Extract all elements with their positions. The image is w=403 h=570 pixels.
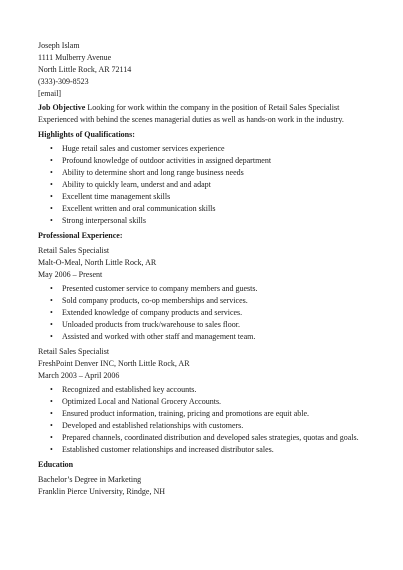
list-item: • Ensured product information, training, pricing and promotions are equit able. [50,409,310,418]
list-item: • Ability to determine short and long range business needs [50,168,244,177]
bullet-icon: • [50,296,53,305]
bullet-icon: • [50,216,53,225]
contact-street: 1111 Mulberry Avenue [38,53,112,62]
bullet-icon: • [50,156,53,165]
bullet-icon: • [50,204,53,213]
list-item: • Sold company products, co-op memberships and services. [50,296,248,305]
bullet-icon: • [50,433,53,442]
objective-text-line2: Experienced with behind the scenes managerial duties as well as hands-on work in the industry. [38,115,344,124]
contact-phone: (333)-309-8523 [38,77,89,86]
resume-page [38,40,368,498]
bullet-icon: • [50,284,53,293]
bullet-icon: • [50,144,53,153]
job-company: Malt-O-Meal, North Little Rock, AR [38,258,157,267]
job-entry-1 [38,245,368,343]
education-heading: Education [38,460,74,469]
list-item: • Assisted and worked with other staff and management team. [50,332,256,341]
experience-heading: Professional Experience: [38,231,123,240]
bullet-icon: • [50,192,53,201]
bullet-icon: • [50,320,53,329]
bullet-icon: • [50,385,53,394]
list-item: • Prepared channels, coordinated distribution and developed sales strategies, quotas and goals. [50,433,359,442]
contact-city: North Little Rock, AR 72114 [38,65,132,74]
bullet-icon: • [50,445,53,454]
job-duties-list [38,283,368,343]
list-item: • Excellent written and oral communication skills [50,204,216,213]
bullet-icon: • [50,180,53,189]
education-degree: Bachelor’s Degree in Marketing [38,475,142,484]
list-item: • Ability to quickly learn, underst and and adapt [50,180,211,189]
contact-name: Joseph Islam [38,41,80,50]
job-position: Retail Sales Specialist [38,347,110,356]
education-block [38,474,368,498]
education-school: Franklin Pierce University, Rindge, NH [38,487,166,496]
contact-email: [email] [38,89,62,98]
list-item: • Strong interpersonal skills [50,216,146,225]
bullet-icon: • [50,397,53,406]
list-item: • Unloaded products from truck/warehouse to sales floor. [50,320,240,329]
objective-label: Job Objective [38,103,86,112]
bullet-icon: • [50,332,53,341]
bullet-icon: • [50,409,53,418]
list-item: • Extended knowledge of company products and services. [50,308,243,317]
bullet-icon: • [50,168,53,177]
list-item: • Optimized Local and National Grocery Accounts. [50,397,222,406]
objective-block [38,102,368,126]
list-item: • Developed and established relationships with customers. [50,421,244,430]
job-duties-list [38,384,368,456]
job-position: Retail Sales Specialist [38,246,110,255]
list-item: • Huge retail sales and customer services experience [50,144,225,153]
job-company: FreshPoint Denver INC, North Little Rock, AR [38,359,190,368]
list-item: • Established customer relationships and increased distributor sales. [50,445,274,454]
list-item: • Recognized and established key accounts. [50,385,197,394]
list-item: • Profound knowledge of outdoor activities in assigned department [50,156,272,165]
objective-text-line1: Looking for work within the company in the position of Retail Sales Specialist [85,103,340,112]
qualifications-heading: Highlights of Qualifications: [38,130,135,139]
contact-block [38,40,368,100]
list-item: • Excellent time management skills [50,192,171,201]
job-dates: May 2006 – Present [38,270,103,279]
job-dates: March 2003 – April 2006 [38,371,120,380]
bullet-icon: • [50,308,53,317]
qualifications-list [38,143,368,227]
bullet-icon: • [50,421,53,430]
list-item: • Presented customer service to company members and guests. [50,284,258,293]
job-entry-2 [38,346,368,456]
